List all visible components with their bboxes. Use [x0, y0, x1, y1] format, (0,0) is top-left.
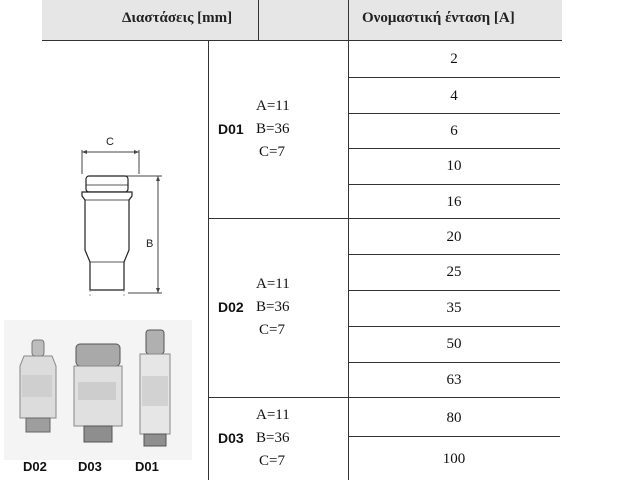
row-separator: [348, 184, 560, 185]
header-divider: [258, 0, 259, 40]
row-separator: [348, 148, 560, 149]
label-c: C: [106, 136, 114, 148]
photo-label-d02: D02: [23, 459, 47, 474]
photo-label-d03: D03: [78, 459, 102, 474]
row-separator: [348, 254, 560, 255]
rating-header: Ονομαστική ένταση [A]: [362, 10, 515, 26]
rating-cell: 63: [446, 372, 462, 388]
rating-cell: 4: [450, 88, 458, 104]
group-separator: [208, 218, 560, 219]
fuse-type-d03: D03: [218, 430, 244, 446]
label-b: B: [146, 238, 154, 250]
rating-cell: 35: [446, 300, 462, 316]
dimension-b: B=36: [256, 430, 290, 446]
rating-cell: 16: [446, 194, 462, 210]
photo-label-d01: D01: [135, 459, 159, 474]
row-separator: [348, 77, 560, 78]
dimension-c: C=7: [259, 144, 285, 160]
fuse-type-d02: D02: [218, 299, 244, 315]
row-separator: [348, 113, 560, 114]
fuse-dimension-drawing: [70, 130, 180, 305]
dimension-b: B=36: [256, 121, 290, 137]
row-separator: [348, 326, 560, 327]
row-separator: [348, 362, 560, 363]
dimension-b: B=36: [256, 299, 290, 315]
rating-cell: 80: [446, 410, 462, 426]
header-border: [42, 40, 562, 41]
dimension-a: A=11: [256, 276, 290, 292]
fuse-photo: [4, 320, 192, 460]
dimension-a: A=11: [256, 98, 290, 114]
dimension-c: C=7: [259, 453, 285, 469]
rating-cell: 10: [446, 158, 462, 174]
dimension-a: A=11: [256, 407, 290, 423]
group-separator: [208, 397, 560, 398]
rating-cell: 6: [450, 123, 458, 139]
rating-cell: 50: [446, 336, 462, 352]
rating-cell: 100: [442, 451, 466, 467]
row-separator: [348, 290, 560, 291]
rating-cell: 2: [450, 51, 458, 67]
dimension-c: C=7: [259, 322, 285, 338]
rating-cell: 25: [446, 264, 462, 280]
dimension-column-border: [208, 40, 209, 480]
fuse-type-d01: D01: [218, 121, 244, 137]
rating-cell: 20: [446, 229, 462, 245]
row-separator: [348, 436, 560, 437]
dimensions-header: Διαστάσεις [mm]: [122, 10, 233, 26]
